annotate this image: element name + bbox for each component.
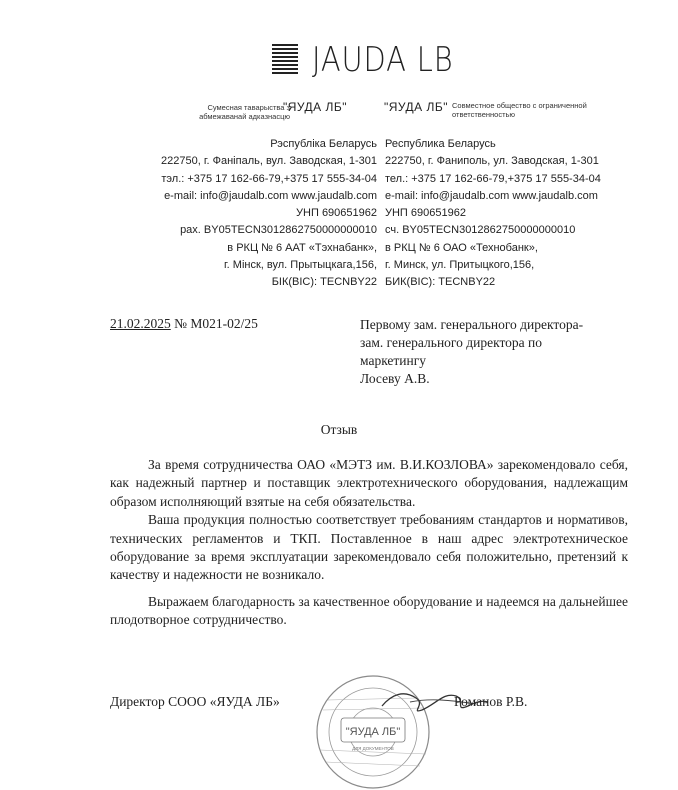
- requisites-ru: [385, 136, 645, 292]
- addressee-line: Первому зам. генерального директора-: [360, 317, 584, 332]
- requisites-by-line: БІК(BIC): TECNBY22: [271, 276, 377, 289]
- requisites-ru-line: УНП 690651962: [385, 207, 466, 220]
- requisites-by: [90, 136, 377, 292]
- body-paragraph: Ваша продукция полностью соответствует требованиям стандартов и нормативов, технических регламентов и ТКП. Поставленное в наш адрес электротехническое оборудование за время эксплуатации зарекомендовало себя положительно, претензий к качеству и надежности не возникало.: [110, 512, 628, 583]
- addressee-block: [360, 316, 660, 388]
- document-date: 21.02.2025: [110, 316, 171, 331]
- requisites-ru-line: 222750, г. Фаниполь, ул. Заводская, 1-301: [385, 155, 599, 168]
- company-form-ru: Совместное общество с ограниченной ответственностью: [452, 101, 587, 119]
- logo-text: JAUDA LB: [312, 40, 454, 80]
- requisites-by-line: Рэспубліка Беларусь: [270, 138, 377, 150]
- requisites-ru-line: тел.: +375 17 162-66-79,+375 17 555-34-04: [385, 172, 601, 185]
- requisites-by-line: тэл.: +375 17 162-66-79,+375 17 555-34-04: [161, 172, 377, 185]
- company-form-by: Сумесная таварыства з абмежаванай адказнасцю: [199, 103, 290, 121]
- addressee-line: маркетингу: [360, 353, 427, 368]
- signer-position: Директор СООО «ЯУДА ЛБ»: [110, 694, 280, 709]
- signer-name: Романов Р.В.: [454, 694, 528, 709]
- requisites-by-line: 222750, г. Фаніпаль, вул. Заводская, 1-301: [161, 155, 377, 168]
- company-name-by: "ЯУДА ЛБ": [283, 100, 347, 114]
- body-paragraph: Выражаем благодарность за качественное оборудование и надеемся на дальнейшее плодотворное сотрудничество.: [110, 593, 628, 628]
- requisites-ru-line: БИК(BIC): TECNBY22: [385, 276, 496, 289]
- addressee-line: Лосеву А.В.: [360, 371, 430, 386]
- document-body: [110, 456, 628, 630]
- requisites-ru-line: e-mail: info@jaudalb.com www.jaudalb.com: [385, 189, 598, 202]
- requisites-ru-line: г. Минск, ул. Притыцкого,156,: [385, 259, 535, 272]
- logo-lines-icon: [272, 44, 298, 76]
- requisites-by-line: г. Мінск, вул. Прытыцкага,156,: [224, 259, 377, 272]
- requisites-ru-line: в РКЦ № 6 ОАО «Технобанк»,: [385, 241, 538, 254]
- requisites-by-line: в РКЦ № 6 ААТ «Тэхнабанк»,: [227, 241, 377, 254]
- stamp-small-text: ДЛЯ ДОКУМЕНТОВ: [352, 746, 394, 751]
- document-title: Отзыв: [320, 422, 358, 437]
- requisites-ru-line: сч. BY05TECN3012862750000000010: [385, 224, 576, 237]
- requisites-by-line: рах. BY05TECN3012862750000000010: [180, 224, 377, 237]
- stamp-text: "ЯУДА ЛБ": [345, 726, 401, 738]
- requisites-ru-line: Республика Беларусь: [385, 138, 496, 150]
- document-date-number: [110, 316, 258, 332]
- document-number: № М021-02/25: [170, 316, 258, 331]
- body-paragraph: За время сотрудничества ОАО «МЭТЗ им. В.И.КОЗЛОВА» зарекомендовало себя, как надежный партнер и поставщик электротехнического оборудования, надлежащим образом исполняющий взятые на себя обязательства.: [110, 457, 628, 509]
- requisites-by-line: e-mail: info@jaudalb.com www.jaudalb.com: [164, 189, 377, 202]
- addressee-line: зам. генерального директора по: [360, 335, 543, 350]
- company-name-ru: "ЯУДА ЛБ": [384, 100, 448, 114]
- requisites-by-line: УНП 690651962: [296, 207, 377, 220]
